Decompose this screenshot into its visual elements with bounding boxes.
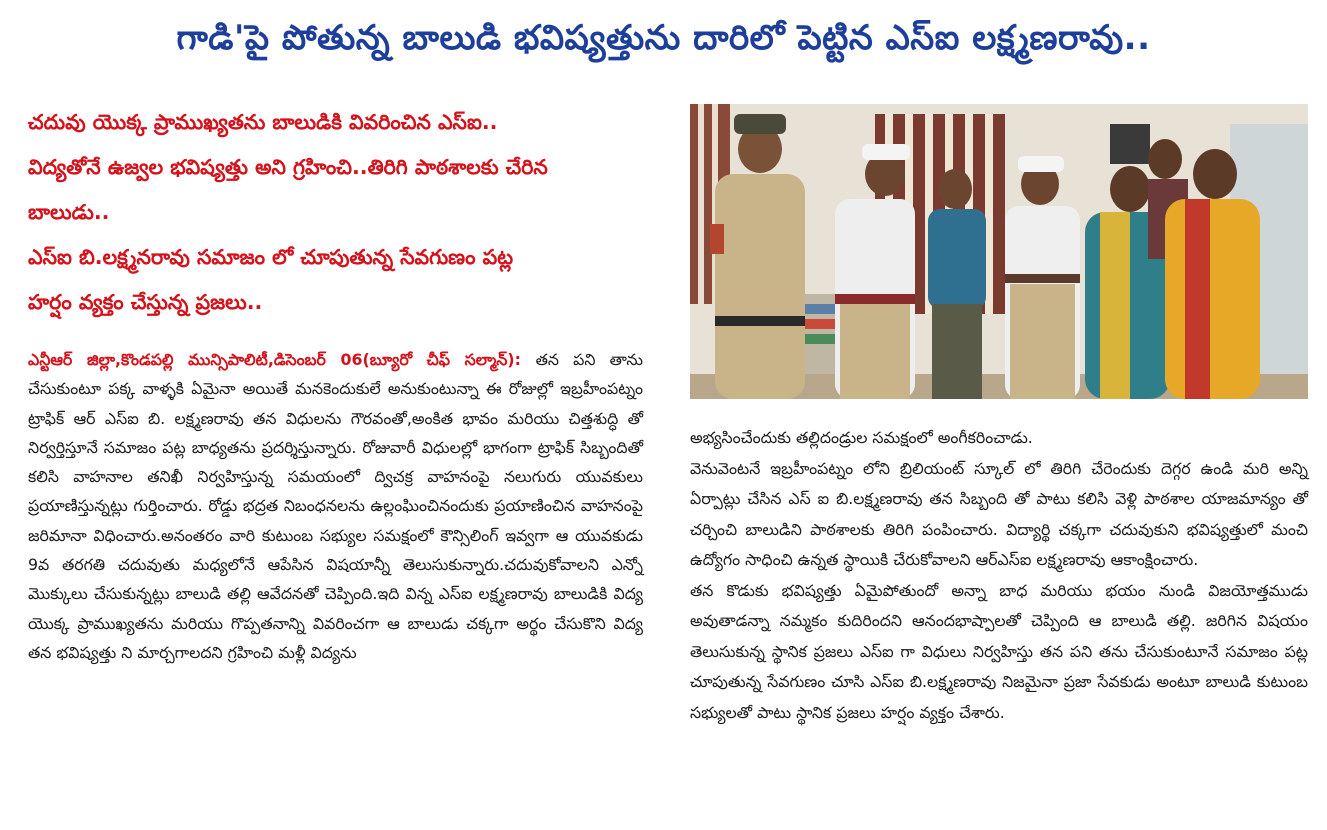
article-body-left: తన పని తాను చేసుకుంటూ పక్క వాళ్ళకి ఏమైనా అయితే మనకెందుకులే అనుకుంటున్నా ఈ రోజుల్లో ఇబ్రహీంపట్నం ట్రాఫిక్ ఆర్ ఎస్ఐ బి. లక్ష్మణరావు తన విధులను గౌరవంతో,అంకిత భావం మరియు చిత్తశుద్ధి తో నిర్వర్తిస్తూనే సమాజం పట్ల బాధ్యతను ప్రదర్శిస్తున్నారు. రోజువారీ విధులల్లో భాగంగా ట్రాఫిక్ సిబ్బందితో కలిసి వాహనాల తనిఖీ నిర్వహిస్తున్న సమయంలో ద్విచక్ర వాహనంపై నలుగురు యువకులు ప్రయాణిస్తున్నట్లు గుర్తించారు. రోడ్డు భద్రత నిబంధనలను ఉల్లంఘించినందుకు ప్రయాణించిన వాహనంపై జరిమానా విధించారు.అనంతరం వారి కుటుంబ సభ్యుల సమక్షంలో కౌన్సిలింగ్ ఇవ్వగా ఆ యువకుడు 9వ తరగతి చదువుతు మధ్యలోనే ఆపేసిన విషయాన్నీ తెలుసుకున్నారు.చదువుకోవాలని ఎన్నో మొక్కులు చేసుకున్నట్లు బాలుడి తల్లి ఆవేదనతో చెప్పింది.ఇది విన్న ఎస్ఐ లక్ష్మణరావు బాలుడికి విద్య యొక్క ప్రాముఖ్యతను మరియు గొప్పతనాన్ని వివరించగా ఆ బాలుడు చక్కగా అర్థం చేసుకొని విద్య తన భవిష్యత్తు ని మార్చగాలదని గ్రహించి మళ్లీ విద్యను <box>28 350 643 662</box>
subhead-line: ఎస్ఐ బి.లక్ష్మనరావు సమాజం లో చూపుతున్న సేవగుణం పట్ల <box>28 245 514 269</box>
article-paragraph: అభ్యసించేందుకు తల్లిదండ్రుల సమక్షంలో అంగీకరించాడు. <box>690 428 1033 447</box>
article-right-column <box>690 423 1308 728</box>
article-paragraph: వెనువెంటనే ఇబ్రహీంపట్నం లోని బ్రిలియంట్ స్కూల్ లో తిరిగి చేరెందుకు దెగ్గర ఉండి మరి అన్ని ఏర్పాట్లు చేసిన ఎస్ ఐ బి.లక్ష్మణరావు తన సిబ్బంది తో పాటు కలిసి వెళ్లి పాఠశాల యాజమాన్యం తో చర్చించి బాలుడిని పాఠశాలకు తిరిగి పంపించారు. విద్యార్థి చక్కగా చదువుకుని భవిష్యత్తులో మంచి ఉద్యోగం సాధించి ఉన్నత స్థాయికి చేరుకోవాలని ఆర్ఎస్ఐ లక్ష్మణరావు ఆకాంక్షించారు. <box>690 458 1308 569</box>
article-paragraph: తన కొడుకు భవిష్యత్తు ఏమైపోతుందో అన్నా బాధ మరియు భయం నుండి విజయోత్తముడు అవుతాడన్నా నమ్మకం కుదిరిందని ఆనందభాష్పాలతో చెప్పింది ఆ బాలుడి తల్లి. జరిగిన విషయం తెలుసుకున్న స్థానిక ప్రజలు ఎస్ఐ గా విధులు నిర్వహిస్తు తన పని తను చేసుకుంటూనే సమాజం పట్ల చూపుతున్న సేవగుణం చూసి ఎస్ఐ బి.లక్ష్మణరావు నిజమైనా ప్రజా సేవకుడు అంటూ బాలుడి కుటుంబ సభ్యులతో పాటు స్థానిక ప్రజలు హర్షం వ్యక్తం చేశారు. <box>690 580 1308 722</box>
photo-scene <box>690 104 1308 399</box>
subheads <box>28 100 653 325</box>
subhead-line: బాలుడు.. <box>28 200 110 224</box>
article-left-column <box>28 345 643 667</box>
headline: గాడి'పై పోతున్న బాలుడి భవిష్యత్తును దారిలో పెట్టిన ఎస్ఐ లక్ష్మణరావు.. <box>176 18 1151 58</box>
subhead-line: చదువు యొక్క ప్రాముఖ్యతను బాలుడికి వివరించిన ఎస్ఐ.. <box>28 110 498 134</box>
news-photo <box>690 104 1308 399</box>
subhead-line: హర్షం వ్యక్తం చేస్తున్న ప్రజలు.. <box>28 290 263 314</box>
dateline: ఎన్టీఆర్ జిల్లా,కొండపల్లి మున్సిపాలిటీ,డిసెంబర్ 06(బ్యూరో చీఫ్ సల్మాన్): <box>28 350 536 369</box>
subhead-line: విద్యతోనే ఉజ్వల భవిష్యత్తు అని గ్రహించి..తిరిగి పాఠశాలకు చేరిన <box>28 155 548 179</box>
